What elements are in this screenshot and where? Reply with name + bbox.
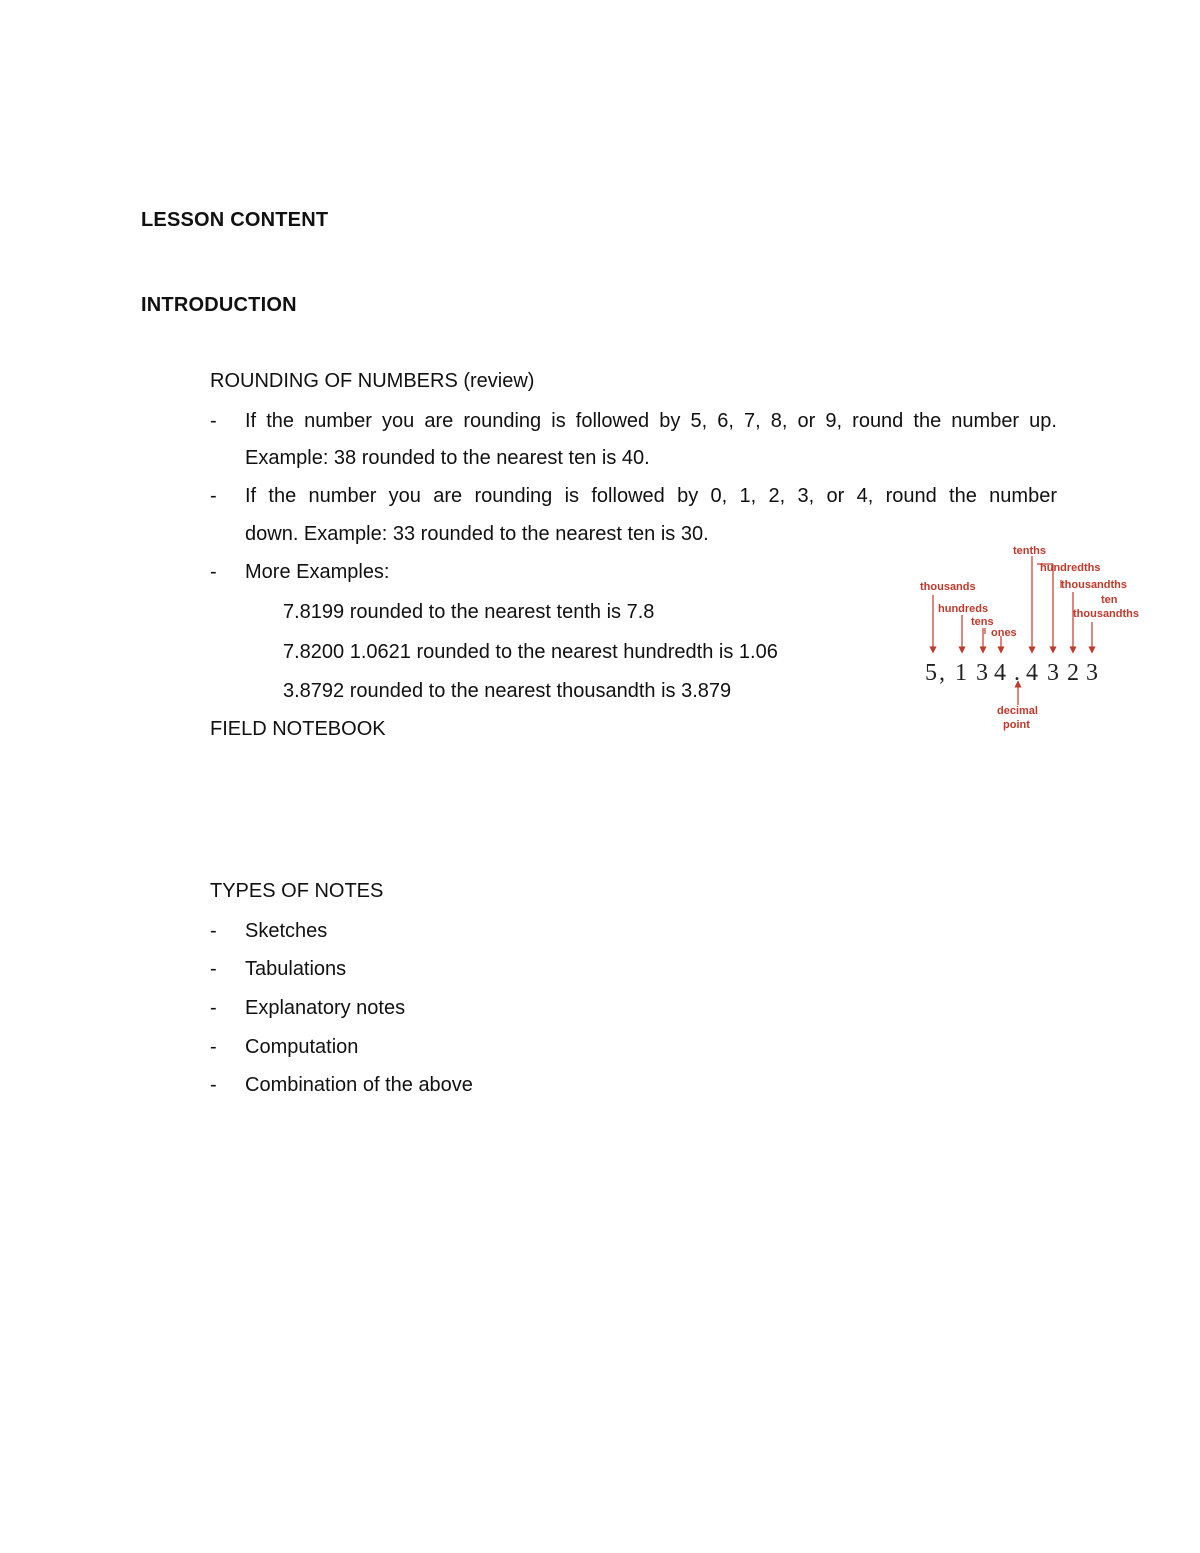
list-item: Combination of the above bbox=[245, 1074, 473, 1096]
rule-round-down-line2: down. Example: 33 rounded to the nearest ten is 30. bbox=[245, 523, 709, 545]
label-decimal: decimal bbox=[997, 705, 1038, 717]
label-hundreds: hundreds bbox=[938, 603, 989, 615]
lesson-content-heading: LESSON CONTENT bbox=[141, 209, 329, 231]
label-point: point bbox=[1003, 719, 1030, 731]
example-item: 7.8200 1.0621 rounded to the nearest hundredth is 1.06 bbox=[283, 641, 778, 663]
label-thousandths: thousandths bbox=[1061, 579, 1127, 591]
example-item: 7.8199 rounded to the nearest tenth is 7.8 bbox=[283, 601, 655, 623]
label-ten: ten bbox=[1101, 594, 1118, 606]
list-item: Tabulations bbox=[245, 958, 347, 980]
digit-4: 4 bbox=[994, 660, 1006, 686]
example-item: 3.8792 rounded to the nearest thousandth is 3.879 bbox=[283, 680, 732, 702]
decimal-point: . bbox=[1014, 660, 1020, 686]
list-item: Computation bbox=[245, 1036, 359, 1058]
digit-5: 5 bbox=[925, 660, 937, 686]
bullet-dash: - bbox=[210, 958, 217, 980]
types-of-notes-title: TYPES OF NOTES bbox=[210, 880, 384, 902]
digit-comma: , bbox=[939, 660, 945, 686]
rule-round-down-line1: If the number you are rounding is followed by 0, 1, 2, 3, or 4, round the number bbox=[245, 485, 1057, 507]
digit-hundredths: 3 bbox=[1047, 660, 1059, 686]
place-value-number bbox=[925, 660, 1098, 686]
label-tens: tens bbox=[971, 616, 994, 628]
digit-tenths: 4 bbox=[1026, 660, 1038, 686]
label-ones: ones bbox=[991, 627, 1017, 639]
rounding-title: ROUNDING OF NUMBERS (review) bbox=[210, 370, 535, 392]
bullet-dash: - bbox=[210, 561, 217, 583]
label-tenths: tenths bbox=[1013, 545, 1046, 557]
bullet-dash: - bbox=[210, 997, 217, 1019]
introduction-heading: INTRODUCTION bbox=[141, 294, 297, 316]
list-item: Explanatory notes bbox=[245, 997, 406, 1019]
digit-thousandths: 2 bbox=[1067, 660, 1079, 686]
bullet-dash: - bbox=[210, 1074, 217, 1096]
rule-round-up-line1: If the number you are rounding is followed by 5, 6, 7, 8, or 9, round the number up. bbox=[245, 410, 1057, 432]
rule-round-up-line2: Example: 38 rounded to the nearest ten is 40. bbox=[245, 447, 650, 469]
label-thousands: thousands bbox=[920, 581, 976, 593]
list-item: Sketches bbox=[245, 920, 328, 942]
digit-ten-thousandths: 3 bbox=[1086, 660, 1098, 686]
digit-3: 3 bbox=[976, 660, 988, 686]
bullet-dash: - bbox=[210, 485, 217, 507]
digit-1: 1 bbox=[955, 660, 967, 686]
field-notebook-heading: FIELD NOTEBOOK bbox=[210, 718, 386, 740]
place-value-diagram bbox=[915, 540, 1155, 740]
bullet-dash: - bbox=[210, 1036, 217, 1058]
bullet-dash: - bbox=[210, 410, 217, 432]
label-hundredths: hundredths bbox=[1040, 562, 1101, 574]
more-examples-label: More Examples: bbox=[245, 561, 390, 583]
bullet-dash: - bbox=[210, 920, 217, 942]
label-ten-thousandths: thousandths bbox=[1073, 608, 1139, 620]
